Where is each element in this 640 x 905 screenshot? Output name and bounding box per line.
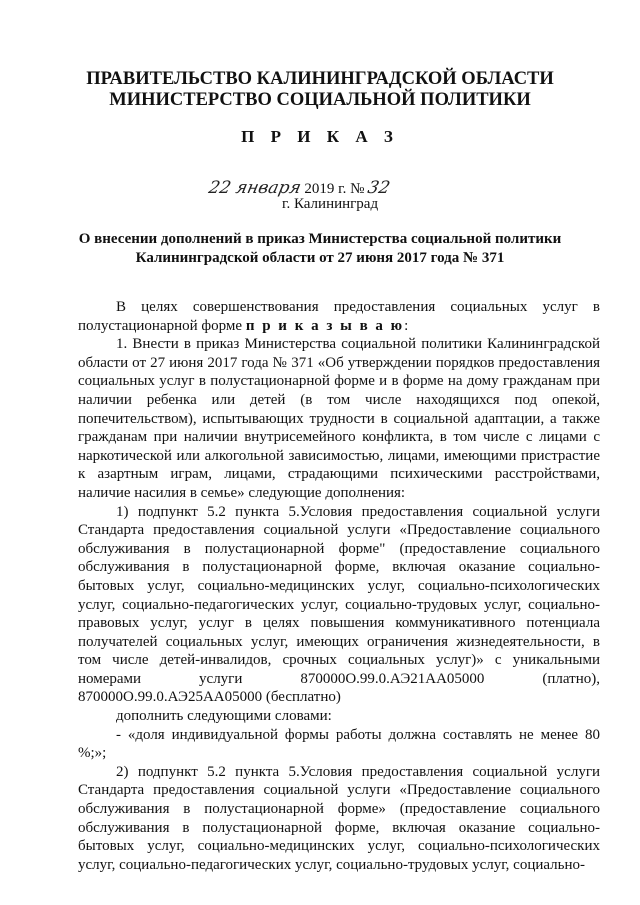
paragraph-5: 2) подпункт 5.2 пункта 5.Условия предоставления социальной услуги Стандарта предоставления социальной услуги «Предоставление социального обслуживания в полустационарной форме» (предоставление социального обслуживания в полустационарной форме, включая оказание социально-бытовых услуг, социально-медицинских услуг, социально-психологических услуг, социально-педагогических услуг, социально-трудовых услуг, социально-	[78, 763, 600, 873]
ministry-heading: МИНИСТЕРСТВО СОЦИАЛЬНОЙ ПОЛИТИКИ	[109, 90, 531, 110]
document-body	[78, 298, 600, 874]
paragraph-4: - «доля индивидуальной формы работы должна составлять не менее 80 %;»;	[78, 726, 600, 762]
handwritten-number: 32	[366, 178, 392, 198]
government-heading: ПРАВИТЕЛЬСТВО КАЛИНИНГРАДСКОЙ ОБЛАСТИ	[86, 69, 554, 89]
paragraph-2: 1) подпункт 5.2 пункта 5.Условия предоставления социальной услуги Стандарта предоставления социальной услуги «Предоставление социального обслуживания в полустационарной форме" (предоставление социального обслуживания в полустационарной форме, включая оказание социально-бытовых услуг, социально-медицинских услуг, социально-психологических услуг, социально-педагогических услуг, социально-трудовых услуг, социально-правовых услуг, услуг в целях повышения коммуникативного потенциала получателей социальных услуг, имеющих ограничения жизнедеятельности, в том числе детей-инвалидов, срочных социальных услуг)» с уникальными номерами услуги 870000О.99.0.АЭ21АА05000 (платно), 870000О.99.0.АЭ25АА05000 (бесплатно)	[78, 503, 600, 706]
handwritten-date: 22 января	[206, 178, 303, 198]
city: г. Калининград	[282, 196, 379, 212]
paragraph-3: дополнить следующими словами:	[116, 708, 332, 725]
year-text: 2019 г. №	[304, 181, 365, 197]
date-line	[206, 178, 392, 198]
intro-colon: :	[404, 317, 409, 334]
order-word: п р и к а з ы в а ю	[245, 317, 405, 334]
intro-paragraph	[78, 298, 600, 335]
paragraph-1: 1. Внести в приказ Министерства социальной политики Калининградской области от 27 июня 2017 года № 371 «Об утверждении порядков предоставления социальных услуг в полустационарной форме и в форме на дому гражданам при наличии ребенка или детей (в том числе находящихся под опекой, попечительством), испытывающих трудности в социальной адаптации, а также гражданам при наличии внутрисемейного конфликта, в том числе с лицами с наркотической или алкогольной зависимостью, лицами, имеющими пристрастие к азартным играм, лицами, страдающими психическими расстройствами, наличие насилия в семье» следующие дополнения:	[78, 336, 600, 501]
title-line-2: Калининградской области от 27 июня 2017 года № 371	[135, 250, 505, 266]
intro-text: В целях совершенствования предоставления социальных услуг в полустационарной форме	[78, 299, 600, 334]
document-title	[0, 230, 640, 268]
title-line-1: О внесении дополнений в приказ Министерства социальной политики	[78, 231, 562, 247]
document-type: П Р И К А З	[241, 127, 399, 146]
